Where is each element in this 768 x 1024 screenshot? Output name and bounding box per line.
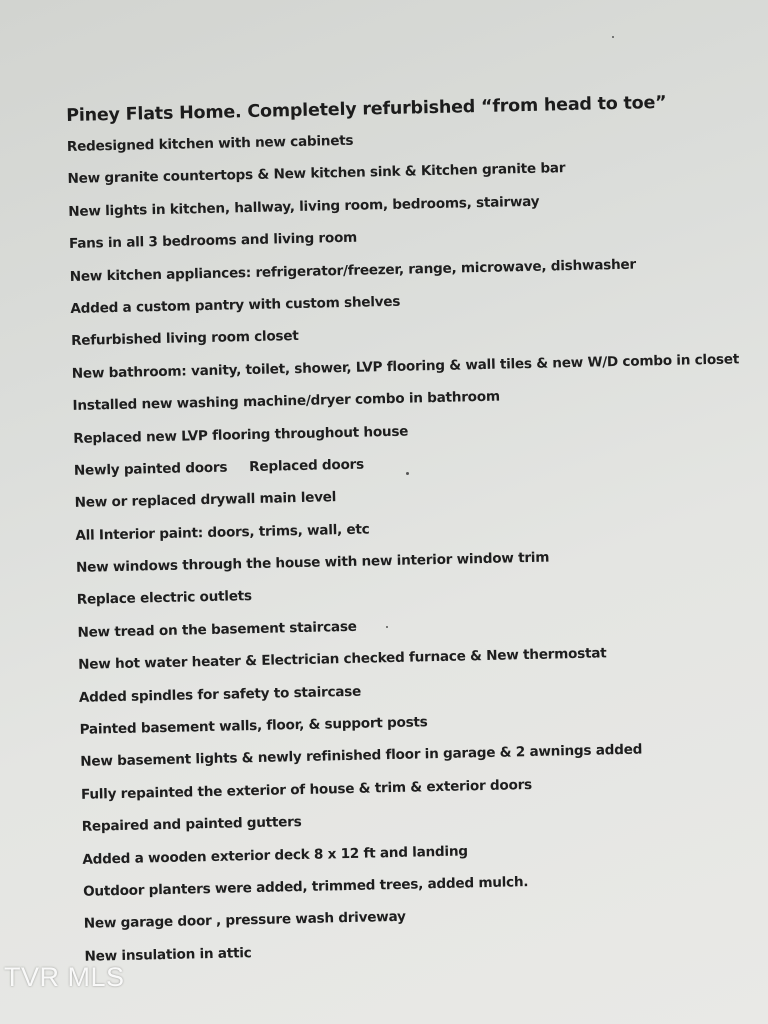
list-item: Outdoor planters were added, trimmed trees, added mulch. [82, 874, 529, 900]
paper-speck [386, 626, 388, 628]
list-item: New bathroom: vanity, toilet, shower, LVP flooring & wall tiles & new W/D combo in closet [71, 351, 740, 382]
list-item: Replace electric outlets [76, 588, 252, 609]
list-item: Added a custom pantry with custom shelves [70, 293, 401, 317]
list-item: New basement lights & newly refinished floor in garage & 2 awnings added [80, 742, 643, 771]
list-item: New tread on the basement staircase [77, 618, 357, 641]
list-item: New lights in kitchen, hallway, living room, bedrooms, stairway [68, 193, 540, 220]
list-item: Added spindles for safety to staircase [78, 683, 362, 706]
document-title: Piney Flats Home. Completely refurbished “from head to toe” [66, 92, 667, 126]
list-item: New granite countertops & New kitchen sink & Kitchen granite bar [67, 160, 566, 188]
list-item: All Interior paint: doors, trims, wall, etc [75, 521, 370, 544]
list-item: New garage door , pressure wash driveway [83, 909, 406, 933]
list-item: Installed new washing machine/dryer combo in bathroom [72, 388, 500, 415]
list-item: Replaced new LVP flooring throughout house [73, 423, 409, 447]
list-item: Fully repainted the exterior of house & trim & exterior doors [80, 776, 533, 803]
list-item: New hot water heater & Electrician checked furnace & New thermostat [78, 645, 607, 674]
list-item: Added a wooden exterior deck 8 x 12 ft and landing [82, 843, 468, 868]
list-item: New kitchen appliances: refrigerator/freezer, range, microwave, dishwasher [69, 256, 637, 285]
list-item: Refurbished living room closet [70, 328, 299, 350]
paper-speck [612, 36, 614, 38]
list-item: Repaired and painted gutters [81, 814, 302, 836]
list-item: New windows through the house with new interior window trim [75, 549, 550, 576]
improvements-list [67, 124, 768, 981]
watermark-logo: TVR MLS [4, 962, 125, 992]
list-item: Fans in all 3 bedrooms and living room [68, 229, 358, 253]
paper-speck [406, 472, 409, 475]
list-item-text: Newly painted doors [73, 459, 228, 479]
list-item: Redesigned kitchen with new cabinets [66, 132, 354, 155]
list-item: New or replaced drywall main level [74, 489, 337, 512]
list-item: New insulation in attic [84, 944, 252, 965]
list-item: Painted basement walls, floor, & support posts [79, 714, 428, 738]
list-item-text-extra: Replaced doors [249, 456, 365, 475]
document-content [66, 91, 768, 981]
